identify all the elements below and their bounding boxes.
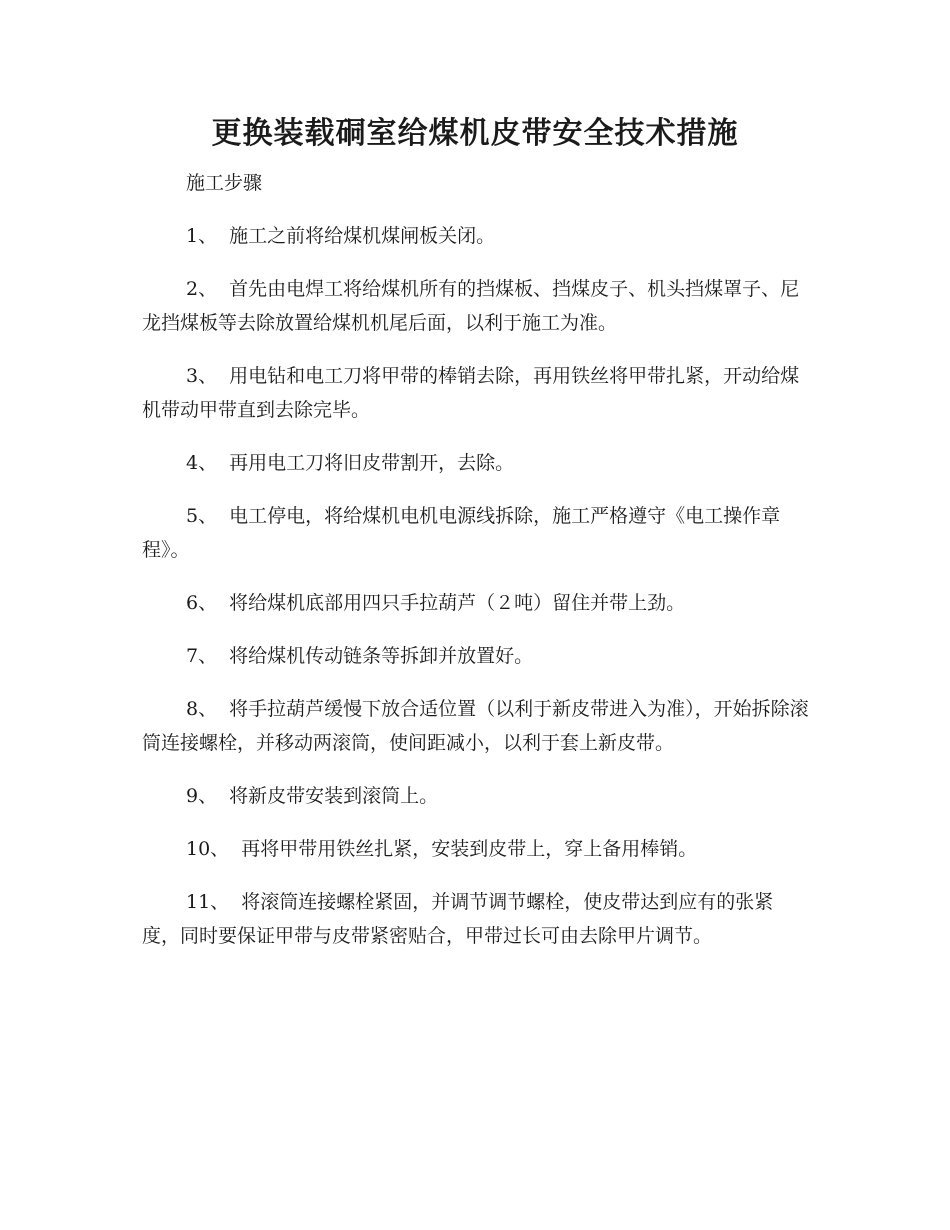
step-number: 2、 — [186, 278, 218, 300]
step-number: 9、 — [186, 785, 218, 807]
step-text: 用电钻和电工刀将甲带的棒销去除，再用铁丝将甲带扎紧，开动给煤机带动甲带直到去除完毕。 — [142, 365, 800, 421]
step-item — [142, 272, 810, 340]
step-text: 将手拉葫芦缓慢下放合适位置（以利于新皮带进入为准），开始拆除滚筒连接螺栓，并移动两滚筒，使间距减小，以利于套上新皮带。 — [142, 698, 809, 754]
step-text: 再将甲带用铁丝扎紧，安装到皮带上，穿上备用棒销。 — [241, 838, 698, 860]
step-text: 将给煤机传动链条等拆卸并放置好。 — [229, 645, 534, 667]
step-number: 8、 — [186, 698, 218, 720]
step-item — [142, 832, 810, 866]
step-item — [142, 499, 810, 567]
step-number: 6、 — [186, 592, 218, 614]
step-number: 4、 — [186, 452, 218, 474]
step-text: 首先由电焊工将给煤机所有的挡煤板、挡煤皮子、机头挡煤罩子、尼龙挡煤板等去除放置给煤机机尾后面，以利于施工为准。 — [142, 278, 800, 334]
step-number: 1、 — [186, 225, 218, 247]
step-number: 11、 — [186, 891, 230, 913]
step-text: 将滚筒连接螺栓紧固，并调节调节螺栓，使皮带达到应有的张紧度，同时要保证甲带与皮带紧密贴合，甲带过长可由去除甲片调节。 — [142, 891, 774, 947]
step-item — [142, 639, 810, 673]
step-text: 施工之前将给煤机煤闸板关闭。 — [229, 225, 496, 247]
step-number: 10、 — [186, 838, 230, 860]
step-number: 3、 — [186, 365, 218, 387]
section-heading: 施工步骤 — [186, 172, 263, 194]
step-item — [142, 586, 810, 620]
document-body — [142, 166, 810, 972]
step-item — [142, 779, 810, 813]
step-item — [142, 885, 810, 953]
step-item — [142, 359, 810, 427]
step-item — [142, 446, 810, 480]
step-item — [142, 219, 810, 253]
step-text: 再用电工刀将旧皮带割开，去除。 — [229, 452, 515, 474]
step-item — [142, 692, 810, 760]
step-text: 电工停电，将给煤机电机电源线拆除，施工严格遵守《电工操作章程》。 — [142, 505, 781, 561]
step-text: 将新皮带安装到滚筒上。 — [229, 785, 439, 807]
document-title: 更换装载硐室给煤机皮带安全技术措施 — [211, 116, 739, 151]
step-number: 7、 — [186, 645, 218, 667]
step-text: 将给煤机底部用四只手拉葫芦（２吨）留住并带上劲。 — [229, 592, 686, 614]
step-number: 5、 — [186, 505, 218, 527]
